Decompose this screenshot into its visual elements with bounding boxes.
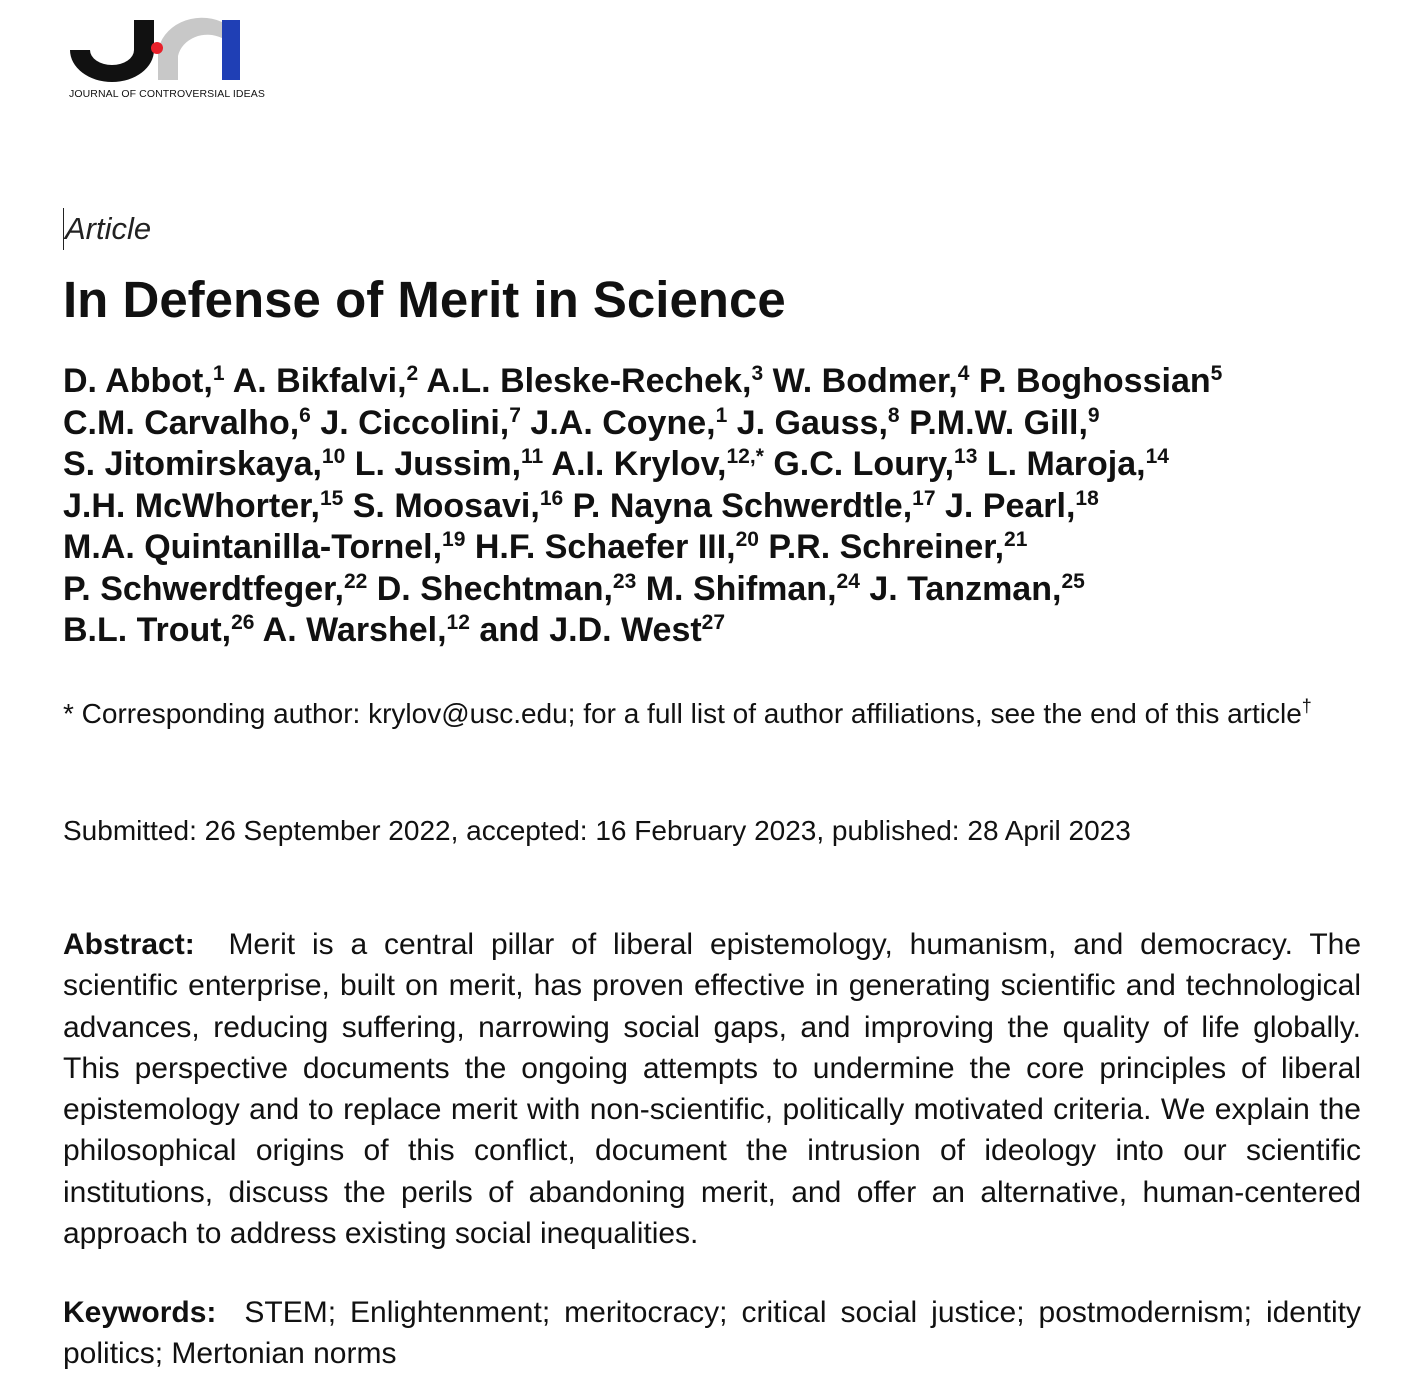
author-name: J. Gauss, xyxy=(736,403,888,442)
author-affiliation-number: 17 xyxy=(912,486,936,510)
journal-logo xyxy=(62,12,265,104)
author-name: D. Shechtman, xyxy=(376,569,613,608)
author-name: M. Shifman, xyxy=(645,569,837,608)
author-name: A. Warshel, xyxy=(262,611,447,649)
author-line xyxy=(63,610,1383,652)
author-line xyxy=(63,361,1383,403)
author-affiliation-number: 26 xyxy=(231,611,255,634)
author-affiliation-number: 15 xyxy=(319,486,344,510)
author-name: J. Ciccolini, xyxy=(320,403,510,442)
author-name: W. Bodmer, xyxy=(772,362,958,400)
keywords-label: Keywords: xyxy=(63,1296,217,1329)
author-affiliation-number: 4 xyxy=(957,362,970,385)
article-type-label: Article xyxy=(63,208,151,250)
author-line xyxy=(63,527,1383,569)
author-name: and J.D. West xyxy=(479,611,702,649)
author-name: A.I. Krylov, xyxy=(551,445,727,483)
abstract xyxy=(63,924,1361,1254)
author-name: J.A. Coyne, xyxy=(530,403,716,442)
author-affiliation-number: 5 xyxy=(1210,362,1223,385)
author-affiliation-number: 1 xyxy=(212,362,225,385)
logo-gray-arch xyxy=(158,18,222,80)
author-name: S. Moosavi, xyxy=(352,486,540,525)
author-name: J. Tanzman, xyxy=(869,569,1062,608)
author-affiliation-number: 12,* xyxy=(726,445,764,468)
author-affiliation-number: 23 xyxy=(612,569,637,593)
logo-black-j xyxy=(70,20,154,82)
author-affiliation-number: 22 xyxy=(343,569,368,593)
author-name: M.A. Quintanilla-Tornel, xyxy=(63,528,443,566)
logo-blue-bar xyxy=(222,20,240,80)
author-name: A.L. Bleske-Rechek, xyxy=(426,362,752,400)
author-affiliation-number: 13 xyxy=(954,445,978,468)
author-affiliation-number: 20 xyxy=(735,528,759,551)
author-affiliation-number: 1 xyxy=(715,403,728,427)
author-affiliation-number: 12 xyxy=(446,611,470,634)
author-name: J. Pearl, xyxy=(944,486,1076,525)
author-line xyxy=(63,569,1383,611)
author-line xyxy=(63,444,1383,486)
author-name: L. Maroja, xyxy=(986,445,1146,483)
author-affiliation-number: 6 xyxy=(299,403,311,427)
author-affiliation-number: 16 xyxy=(539,486,564,510)
journal-logo-mark xyxy=(62,12,252,92)
keywords-text: STEM; Enlightenment; meritocracy; critical social justice; postmodernism; identity politics; Mertonian norms xyxy=(63,1296,1361,1370)
author-name: P. Nayna Schwerdtle, xyxy=(572,486,913,525)
author-name: C.M. Carvalho, xyxy=(63,403,300,442)
publication-dates: Submitted: 26 September 2022, accepted: 16 February 2023, published: 28 April 2023 xyxy=(63,815,1131,846)
article-title: In Defense of Merit in Science xyxy=(63,271,786,328)
author-name: B.L. Trout, xyxy=(63,611,232,649)
author-name: P. Schwerdtfeger, xyxy=(63,569,344,608)
corresponding-text: * Corresponding author: krylov@usc.edu; for a full list of author affiliations, see the end of this article xyxy=(63,698,1302,729)
abstract-label: Abstract: xyxy=(63,928,195,961)
author-name: P. Boghossian xyxy=(978,362,1211,400)
author-affiliation-number: 21 xyxy=(1004,528,1028,551)
author-name: D. Abbot, xyxy=(63,362,213,400)
author-name: P.M.W. Gill, xyxy=(909,403,1088,442)
author-affiliation-number: 19 xyxy=(442,528,466,551)
author-affiliation-number: 18 xyxy=(1075,486,1099,510)
author-line xyxy=(63,403,1383,445)
author-name: G.C. Loury, xyxy=(773,445,955,483)
keywords xyxy=(63,1292,1361,1374)
author-line xyxy=(63,486,1383,528)
author-affiliation-number: 24 xyxy=(836,569,860,593)
author-affiliation-number: 27 xyxy=(701,611,726,634)
author-affiliation-number: 7 xyxy=(509,403,521,427)
logo-red-dot xyxy=(151,42,163,54)
dagger-mark: † xyxy=(1301,696,1312,716)
abstract-text: Merit is a central pillar of liberal epistemology, humanism, and democracy. The scientific enterprise, built on merit, has proven effective in generating scientific and technological advances, reducing suffering, narrowing social gaps, and improving the quality of life globally. This perspective documents the ongoing attempts to undermine the core principles of liberal epistemology and to replace merit with non-scientific, politically motivated criteria. We explain the philosophical origins of this conflict, document the intrusion of ideology into our scientific institutions, discuss the perils of abandoning merit, and offer an alternative, human-centered approach to address existing social inequalities. xyxy=(63,928,1362,1251)
author-name: P.R. Schreiner, xyxy=(768,528,1005,566)
author-affiliation-number: 11 xyxy=(521,445,544,468)
author-affiliation-number: 8 xyxy=(887,403,900,427)
author-affiliation-number: 2 xyxy=(406,362,419,385)
author-list xyxy=(63,361,1383,652)
author-name: H.F. Schaefer III, xyxy=(474,528,736,566)
author-name: J.H. McWhorter, xyxy=(63,486,320,525)
author-affiliation-number: 3 xyxy=(751,362,764,385)
author-affiliation-number: 10 xyxy=(321,445,346,468)
author-affiliation-number: 9 xyxy=(1087,403,1100,427)
author-affiliation-number: 25 xyxy=(1061,569,1085,593)
author-affiliation-number: 14 xyxy=(1145,445,1169,468)
author-name: L. Jussim, xyxy=(354,445,522,483)
journal-name: JOURNAL OF CONTROVERSIAL IDEAS xyxy=(69,88,265,100)
corresponding-note xyxy=(63,693,1343,734)
author-name: S. Jitomirskaya, xyxy=(63,445,322,483)
author-name: A. Bikfalvi, xyxy=(232,362,407,400)
